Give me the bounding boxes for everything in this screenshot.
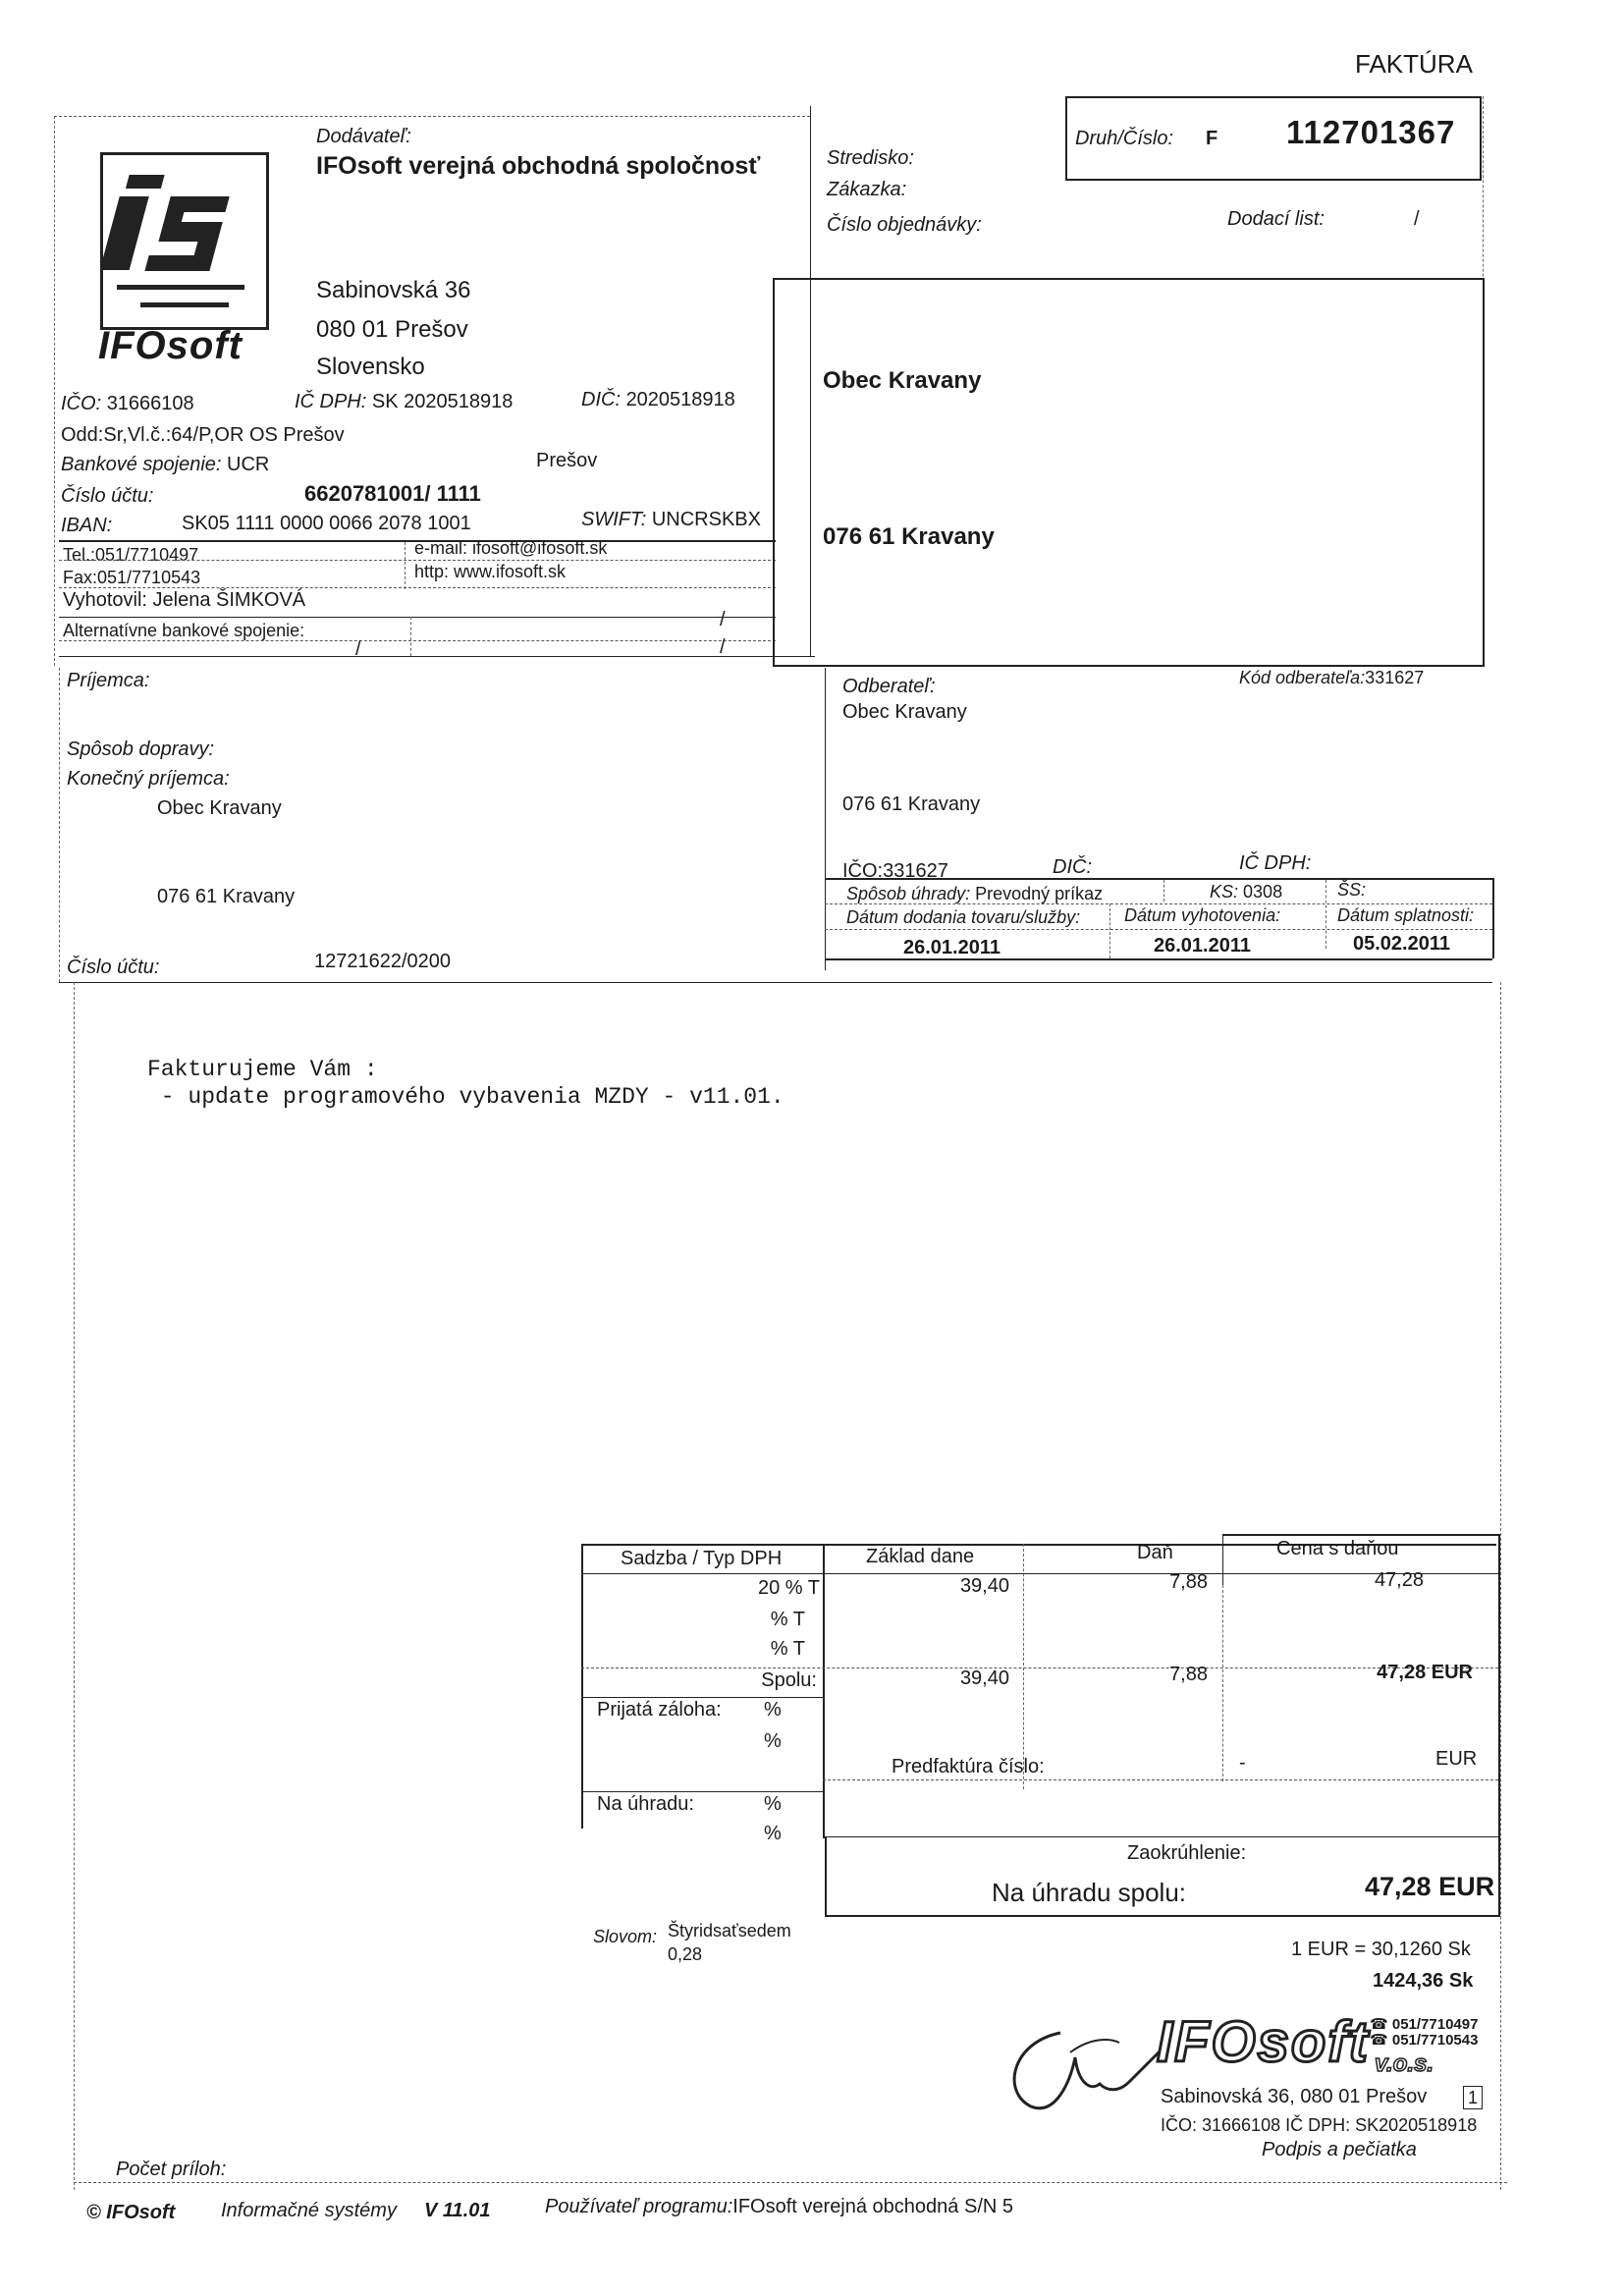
proforma-dash: - bbox=[1239, 1752, 1246, 1774]
document-title: FAKTÚRA bbox=[1355, 49, 1473, 79]
stamp-logo: IFOsoft bbox=[1157, 2010, 1370, 2074]
issue-date-label: Dátum vyhotovenia: bbox=[1124, 905, 1281, 925]
signature-label: Podpis a pečiatka bbox=[1262, 2139, 1417, 2160]
alt-bank-divider bbox=[410, 617, 411, 656]
stamp-phone-2: ☎ 051/7710543 bbox=[1370, 2032, 1479, 2049]
grand-total-value: 47,28 EUR bbox=[1365, 1872, 1495, 1901]
stamp-vos: v.o.s. bbox=[1375, 2050, 1434, 2077]
proforma-line bbox=[823, 1779, 1498, 1780]
logo-wordmark: IFOsoft bbox=[98, 324, 243, 367]
issue-date: 26.01.2011 bbox=[1154, 935, 1251, 957]
advance-pct-1: % bbox=[764, 1699, 782, 1721]
header-bottom-line bbox=[59, 982, 1492, 983]
supplier-icdph: IČ DPH: SK 2020518918 bbox=[295, 391, 514, 412]
invoice-number: 112701367 bbox=[1286, 114, 1456, 150]
supplier-iban: SK05 1111 0000 0066 2078 1001 bbox=[182, 513, 471, 534]
totals-base-tax-divider bbox=[1023, 1544, 1024, 1789]
footer-top-line bbox=[74, 2182, 1507, 2183]
supplier-tel: Tel.:051/7710497 bbox=[63, 545, 199, 565]
alt-bank-top-line bbox=[59, 617, 776, 618]
issue-divider bbox=[1109, 903, 1110, 958]
th-total: Cena s daňou bbox=[1276, 1538, 1399, 1559]
r1-total: 47,28 bbox=[1374, 1569, 1424, 1591]
due-pct-1: % bbox=[764, 1793, 782, 1815]
proforma-currency: EUR bbox=[1435, 1748, 1478, 1770]
dates-mid-line bbox=[825, 929, 1492, 930]
th-base: Základ dane bbox=[866, 1546, 975, 1567]
contact-bottom-line bbox=[59, 587, 776, 588]
ks-field: KS: 0308 bbox=[1210, 882, 1283, 902]
customer-ico: IČO:331627 bbox=[842, 860, 948, 882]
r2-rate: % T bbox=[770, 1609, 805, 1630]
address-city: 076 61 Kravany bbox=[823, 523, 995, 550]
contact-mid-line bbox=[59, 560, 776, 561]
recipient-left-border bbox=[59, 668, 60, 982]
due-date: 05.02.2011 bbox=[1353, 933, 1450, 955]
body-left-border bbox=[74, 982, 75, 2190]
supplier-bank: Bankové spojenie: UCR bbox=[61, 454, 270, 475]
footer-version: V 11.01 bbox=[424, 2200, 491, 2221]
dates-bottom-line bbox=[825, 958, 1492, 960]
supplier-street: Sabinovská 36 bbox=[316, 277, 471, 303]
alt-bank-slash-1: / bbox=[355, 638, 361, 660]
supplier-register: Odd:Sr,Vl.č.:64/P,OR OS Prešov bbox=[61, 424, 345, 446]
delivery-note-value: / bbox=[1414, 208, 1420, 230]
alt-bank-mid-line bbox=[59, 640, 776, 641]
footer-user: Používateľ programu:IFOsoft verejná obchodná S/N 5 bbox=[545, 2196, 1013, 2217]
supplier-city: 080 01 Prešov bbox=[316, 316, 468, 343]
customer-label: Odberateľ: bbox=[842, 676, 936, 697]
totals-tax-total-divider bbox=[1222, 1585, 1223, 1781]
zakazka-label: Zákazka: bbox=[827, 179, 907, 200]
logo-is-icon bbox=[103, 155, 266, 327]
customer-city: 076 61 Kravany bbox=[842, 793, 981, 815]
alt-bank-slash-2: / bbox=[720, 609, 726, 630]
supplier-dic: DIČ: 2020518918 bbox=[581, 389, 735, 410]
rounding-top-line bbox=[823, 1836, 1498, 1837]
supplier-iban-label: IBAN: bbox=[61, 515, 113, 536]
supplier-email[interactable]: e-mail: ifosoft@ifosoft.sk bbox=[414, 538, 608, 558]
advance-pct-2: % bbox=[764, 1730, 782, 1752]
supplier-fax: Fax:051/7710543 bbox=[63, 568, 201, 587]
contact-divider bbox=[405, 542, 406, 589]
recipient-account: 12721622/0200 bbox=[314, 951, 452, 972]
transport-label: Spôsob dopravy: bbox=[67, 738, 215, 760]
supplier-name: IFOsoft verejná obchodná spoločnosť bbox=[316, 152, 761, 180]
sum-tax: 7,88 bbox=[1169, 1664, 1208, 1685]
recipient-account-label: Číslo účtu: bbox=[67, 957, 160, 978]
attachments-label: Počet príloh: bbox=[116, 2159, 227, 2180]
signature-icon bbox=[1001, 2013, 1168, 2121]
final-recipient-city: 076 61 Kravany bbox=[157, 886, 296, 907]
words-label: Slovom: bbox=[593, 1927, 658, 1946]
supplier-ico: IČO: 31666108 bbox=[61, 393, 194, 414]
dates-right-border bbox=[1492, 878, 1494, 958]
customer-dic-label: DIČ: bbox=[1053, 856, 1092, 878]
words-line-2: 0,28 bbox=[668, 1944, 703, 1964]
r1-base: 39,40 bbox=[959, 1575, 1009, 1597]
grand-total-left-border bbox=[825, 1836, 827, 1915]
grand-total-label: Na úhradu spolu: bbox=[992, 1878, 1187, 1907]
recipient-label: Príjemca: bbox=[67, 670, 150, 691]
exchange-rate: 1 EUR = 30,1260 Sk bbox=[1291, 1939, 1471, 1960]
stamp-phone-1: ☎ 051/7710497 bbox=[1370, 2016, 1479, 2033]
totals-right-border bbox=[1498, 1534, 1500, 1917]
totals-col-divider-1 bbox=[823, 1544, 825, 1838]
r1-rate: 20 % T bbox=[758, 1577, 820, 1599]
payment-method: Spôsob úhrady: Prevodný príkaz bbox=[846, 884, 1104, 903]
ss-label: ŠS: bbox=[1337, 880, 1367, 900]
payment-top-line bbox=[825, 878, 1492, 880]
supplier-account: 6620781001/ 1111 bbox=[304, 481, 481, 506]
payment-mid-line bbox=[825, 903, 1492, 904]
supplier-bank-city: Prešov bbox=[536, 450, 598, 471]
supplier-website[interactable]: http: www.ifosoft.sk bbox=[414, 562, 567, 581]
due-divider bbox=[1325, 880, 1326, 949]
r3-rate: % T bbox=[770, 1638, 805, 1660]
r1-tax: 7,88 bbox=[1169, 1571, 1208, 1593]
payment-divider bbox=[1163, 880, 1164, 902]
company-logo bbox=[100, 152, 269, 330]
advance-label: Prijatá záloha: bbox=[597, 1699, 722, 1721]
body-line-1: Fakturujeme Vám : bbox=[147, 1057, 378, 1082]
supplier-bottom-line bbox=[59, 656, 815, 657]
advance-top-line bbox=[581, 1697, 823, 1698]
delivery-date: 26.01.2011 bbox=[903, 937, 1001, 958]
grand-total-bottom-line bbox=[825, 1915, 1498, 1917]
order-number-label: Číslo objednávky: bbox=[827, 214, 982, 236]
type-label: Druh/Číslo: bbox=[1075, 128, 1174, 149]
rounding-label: Zaokrúhlenie: bbox=[1127, 1842, 1247, 1864]
top-border bbox=[54, 116, 810, 117]
customer-icdph-label: IČ DPH: bbox=[1239, 852, 1312, 874]
words-line-1: Štyridsaťsedem bbox=[668, 1921, 791, 1941]
customer-code: Kód odberateľa:331627 bbox=[1239, 668, 1425, 687]
sum-total: 47,28 EUR bbox=[1377, 1662, 1473, 1683]
th-rate: Sadzba / Typ DPH bbox=[621, 1548, 783, 1569]
proforma-label: Predfaktúra číslo: bbox=[892, 1756, 1045, 1777]
totals-col-divider-2 bbox=[1222, 1534, 1223, 1585]
totals-top-right-line bbox=[1222, 1534, 1498, 1536]
customer-name: Obec Kravany bbox=[842, 701, 967, 723]
final-recipient-label: Konečný príjemca: bbox=[67, 768, 230, 790]
address-name: Obec Kravany bbox=[823, 367, 982, 394]
stamp-ids: IČO: 31666108 IČ DPH: SK2020518918 bbox=[1161, 2115, 1478, 2135]
due-top-line bbox=[581, 1791, 823, 1792]
supplier-swift: SWIFT: UNCRSKBX bbox=[581, 509, 761, 530]
stamp-address: Sabinovská 36, 080 01 Prešov bbox=[1161, 2086, 1428, 2107]
recipient-divider bbox=[825, 668, 826, 970]
stredisko-label: Stredisko: bbox=[827, 147, 914, 169]
sum-label: Spolu: bbox=[761, 1669, 817, 1691]
page-number: 1 bbox=[1463, 2086, 1483, 2109]
issued-by: Vyhotovil: Jelena ŠIMKOVÁ bbox=[63, 589, 306, 611]
due-pct-2: % bbox=[764, 1823, 782, 1844]
final-recipient-name: Obec Kravany bbox=[157, 797, 282, 819]
footer-system: Informačné systémy bbox=[221, 2200, 397, 2221]
body-line-2: - update programového vybavenia MZDY - v11.01. bbox=[147, 1084, 784, 1110]
alt-bank-label: Alternatívne bankové spojenie: bbox=[63, 621, 305, 640]
totals-left-border bbox=[581, 1544, 583, 1829]
total-in-sk: 1424,36 Sk bbox=[1373, 1970, 1474, 1992]
address-window bbox=[773, 278, 1485, 667]
body-right-border bbox=[1500, 982, 1501, 2190]
type-value: F bbox=[1206, 128, 1218, 149]
footer-copyright: © IFOsoft bbox=[86, 2202, 176, 2223]
supplier-account-label: Číslo účtu: bbox=[61, 485, 154, 507]
supplier-label: Dodávateľ: bbox=[316, 126, 411, 147]
th-tax: Daň bbox=[1137, 1542, 1173, 1563]
left-border bbox=[54, 116, 55, 666]
supplier-country: Slovensko bbox=[316, 354, 425, 380]
due-date-label: Dátum splatnosti: bbox=[1337, 905, 1475, 925]
delivery-note-label: Dodací list: bbox=[1227, 208, 1325, 230]
sum-base: 39,40 bbox=[959, 1667, 1009, 1689]
due-label: Na úhradu: bbox=[597, 1793, 694, 1815]
alt-bank-slash-3: / bbox=[720, 636, 726, 658]
delivery-date-label: Dátum dodania tovaru/služby: bbox=[846, 907, 1081, 927]
